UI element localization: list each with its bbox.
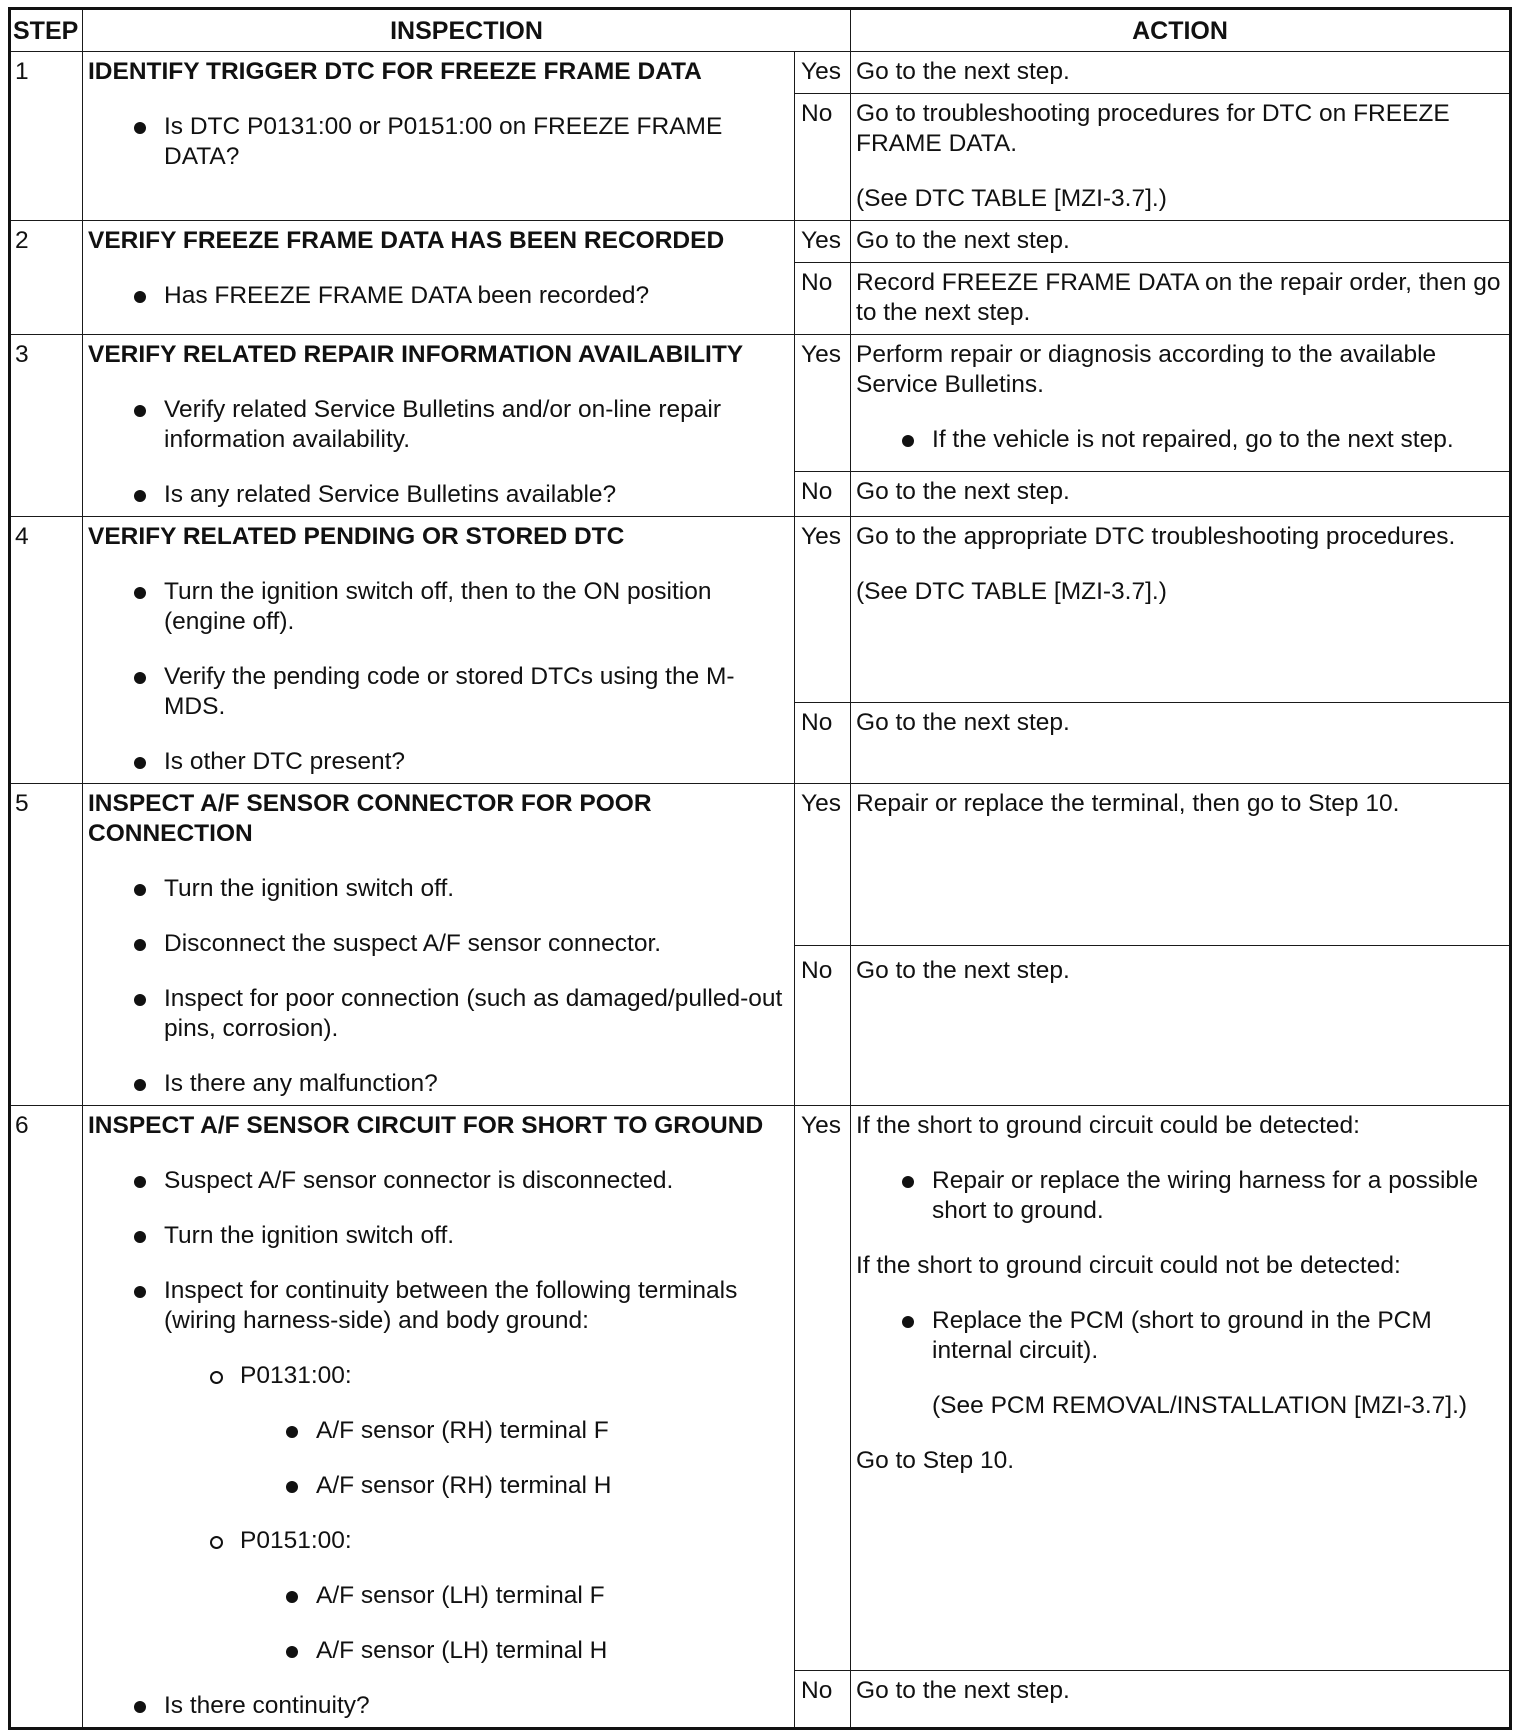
sub-bullet-item: A/F sensor (LH) terminal H — [88, 1636, 789, 1666]
no-label: No — [795, 263, 851, 335]
inspection-cell — [83, 784, 795, 1106]
no-action: Go to troubleshooting procedures for DTC on FREEZE FRAME DATA. — [856, 100, 1450, 157]
yes-ref: (See PCM REMOVAL/INSTALLATION [MZI-3.7].) — [932, 1392, 1468, 1419]
step-number: 3 — [10, 335, 83, 517]
table-row — [10, 784, 1511, 946]
inspection-cell — [83, 1106, 795, 1729]
inspection-cell — [83, 52, 795, 221]
table-row — [10, 221, 1511, 263]
header-row — [10, 9, 1511, 52]
step-number: 1 — [10, 52, 83, 221]
inspection-cell — [83, 335, 795, 517]
bullet-item: Is there continuity? — [88, 1691, 789, 1721]
yes-label: Yes — [795, 784, 851, 946]
yes-bullet: Repair or replace the wiring harness for a possible short to ground. — [856, 1166, 1504, 1226]
no-action-ref: (See DTC TABLE [MZI-3.7].) — [856, 185, 1167, 212]
yes-line: Go to Step 10. — [856, 1447, 1015, 1474]
no-action: Go to the next step. — [851, 703, 1511, 784]
bullet-item: Suspect A/F sensor connector is disconnected. — [88, 1166, 789, 1196]
bullet-item: Is there any malfunction? — [88, 1069, 789, 1099]
step-number: 5 — [10, 784, 83, 1106]
bullet-item: Verify related Service Bulletins and/or on-line repair information availability. — [88, 395, 789, 455]
yes-bullet: If the vehicle is not repaired, go to the next step. — [856, 425, 1504, 455]
step-title: INSPECT A/F SENSOR CIRCUIT FOR SHORT TO GROUND — [88, 1112, 764, 1139]
yes-action: Go to the next step. — [851, 221, 1511, 263]
table-row — [10, 517, 1511, 703]
yes-label: Yes — [795, 335, 851, 472]
bullet-item: Is DTC P0131:00 or P0151:00 on FREEZE FRAME DATA? — [88, 112, 789, 172]
table-row — [10, 1106, 1511, 1671]
step-title: VERIFY RELATED REPAIR INFORMATION AVAILABILITY — [88, 341, 744, 368]
sub-bullet-label: P0151:00: — [88, 1526, 789, 1556]
bullet-item: Turn the ignition switch off, then to the ON position (engine off). — [88, 577, 789, 637]
no-action: Go to the next step. — [851, 1670, 1511, 1728]
inspection-cell — [83, 517, 795, 784]
yes-action: Go to the next step. — [851, 52, 1511, 94]
yes-label: Yes — [795, 52, 851, 94]
no-action-cell — [851, 94, 1511, 221]
step-title: VERIFY FREEZE FRAME DATA HAS BEEN RECORDED — [88, 227, 725, 254]
step-title: INSPECT A/F SENSOR CONNECTOR FOR POOR CONNECTION — [88, 790, 652, 847]
sub-bullet-item: A/F sensor (RH) terminal F — [88, 1416, 789, 1446]
no-label: No — [795, 703, 851, 784]
no-label: No — [795, 94, 851, 221]
no-label: No — [795, 946, 851, 1106]
sub-bullet-label: P0131:00: — [88, 1361, 789, 1391]
table-row — [10, 335, 1511, 472]
no-action: Record FREEZE FRAME DATA on the repair order, then go to the next step. — [851, 263, 1511, 335]
no-label: No — [795, 1670, 851, 1728]
bullet-item: Has FREEZE FRAME DATA been recorded? — [88, 281, 789, 311]
bullet-item: Turn the ignition switch off. — [88, 1221, 789, 1251]
inspection-table — [8, 7, 1512, 1730]
yes-action: Perform repair or diagnosis according to the available Service Bulletins. — [856, 341, 1437, 398]
inspection-cell — [83, 221, 795, 335]
bullet-item: Disconnect the suspect A/F sensor connector. — [88, 929, 789, 959]
yes-action: Go to the appropriate DTC troubleshooting procedures. — [856, 523, 1456, 550]
step-number: 2 — [10, 221, 83, 335]
yes-action-ref: (See DTC TABLE [MZI-3.7].) — [856, 578, 1167, 605]
step-number: 4 — [10, 517, 83, 784]
yes-line: If the short to ground circuit could be detected: — [856, 1112, 1360, 1139]
no-action: Go to the next step. — [851, 472, 1511, 517]
yes-action-cell — [851, 1106, 1511, 1671]
step-title: IDENTIFY TRIGGER DTC FOR FREEZE FRAME DATA — [88, 58, 702, 85]
no-action: Go to the next step. — [851, 946, 1511, 1106]
yes-label: Yes — [795, 221, 851, 263]
action-header: ACTION — [851, 9, 1511, 52]
step-header: STEP — [10, 9, 83, 52]
bullet-item: Turn the ignition switch off. — [88, 874, 789, 904]
bullet-item: Is other DTC present? — [88, 747, 789, 777]
sub-bullet-item: A/F sensor (RH) terminal H — [88, 1471, 789, 1501]
yes-label: Yes — [795, 517, 851, 703]
step-number: 6 — [10, 1106, 83, 1729]
yes-bullet: Replace the PCM (short to ground in the PCM internal circuit). — [856, 1306, 1504, 1366]
yes-action: Repair or replace the terminal, then go to Step 10. — [851, 784, 1511, 946]
yes-action-cell — [851, 517, 1511, 703]
bullet-item: Inspect for continuity between the following terminals (wiring harness-side) and body ground: — [88, 1276, 789, 1336]
step-title: VERIFY RELATED PENDING OR STORED DTC — [88, 523, 625, 550]
bullet-item: Verify the pending code or stored DTCs using the M-MDS. — [88, 662, 789, 722]
inspection-header: INSPECTION — [83, 9, 851, 52]
bullet-item: Is any related Service Bulletins available? — [88, 480, 789, 510]
table-row — [10, 52, 1511, 94]
no-label: No — [795, 472, 851, 517]
yes-line: If the short to ground circuit could not be detected: — [856, 1252, 1401, 1279]
bullet-item: Inspect for poor connection (such as damaged/pulled-out pins, corrosion). — [88, 984, 789, 1044]
sub-bullet-item: A/F sensor (LH) terminal F — [88, 1581, 789, 1611]
yes-label: Yes — [795, 1106, 851, 1671]
yes-action-cell — [851, 335, 1511, 472]
